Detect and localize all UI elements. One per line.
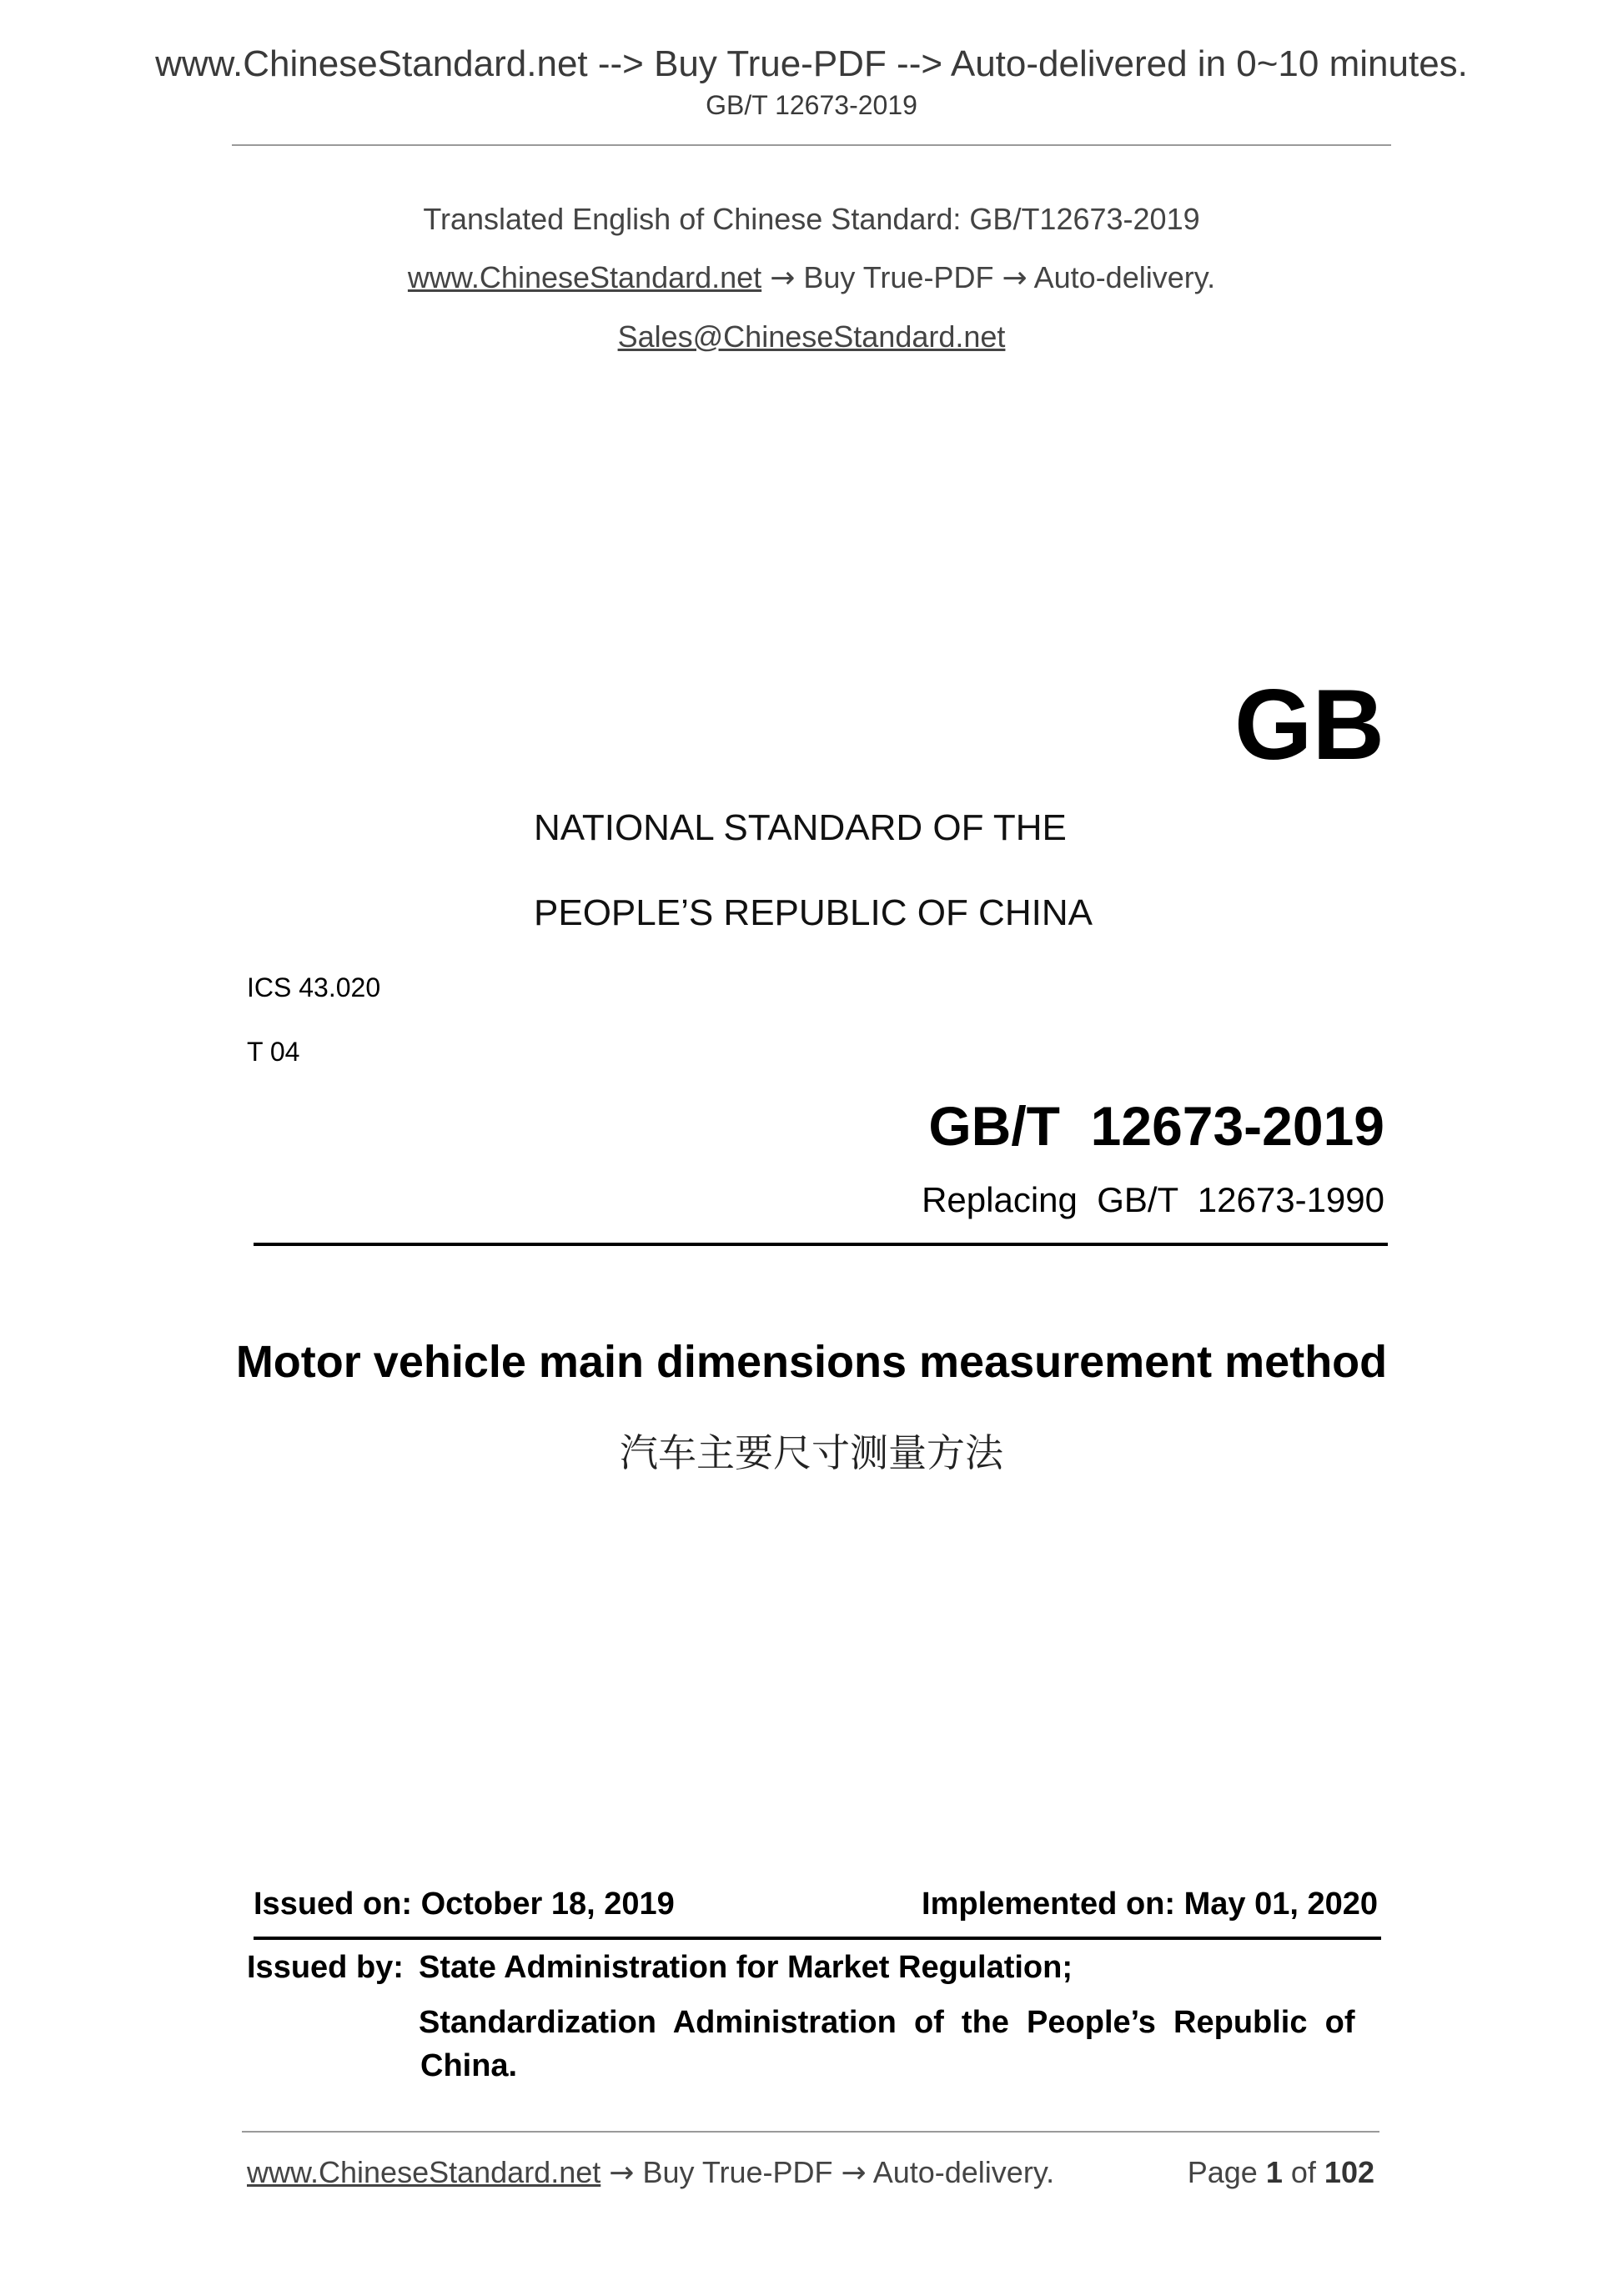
- issued-by-label: Issued by:: [247, 1950, 404, 1985]
- cover-divider: [254, 1243, 1388, 1246]
- national-standard-line2: PEOPLE’S REPUBLIC OF CHINA: [534, 892, 1093, 933]
- footer-buy-text: Buy True-PDF: [642, 2155, 833, 2189]
- document-title-chinese: 汽车主要尺寸测量方法: [620, 1430, 1003, 1475]
- issue-divider: [254, 1937, 1381, 1940]
- translation-note: Translated English of Chinese Standard: GB/T12673-2019: [423, 202, 1200, 236]
- issued-by-authority-2-cont: China.: [420, 2048, 518, 2083]
- auto-delivery-text: Auto-delivery.: [1033, 260, 1216, 294]
- email-row: [0, 319, 1623, 354]
- footer-divider: [242, 2131, 1379, 2133]
- site-link[interactable]: www.ChineseStandard.net: [407, 260, 762, 294]
- ccs-code: T 04: [247, 1037, 300, 1067]
- national-standard-line1: NATIONAL STANDARD OF THE: [534, 807, 1067, 848]
- document-title: Motor vehicle main dimensions measurement method: [235, 1337, 1388, 1387]
- buy-text: Buy True-PDF: [803, 260, 994, 294]
- header-divider: [232, 144, 1391, 146]
- header-banner: www.ChineseStandard.net --> Buy True-PDF --> Auto-delivered in 0~10 minutes.: [155, 43, 1468, 84]
- footer-site-link[interactable]: www.ChineseStandard.net: [247, 2155, 601, 2189]
- arrow-right-icon: →: [609, 2156, 635, 2190]
- ics-code: ICS 43.020: [247, 972, 381, 1002]
- page-label: Page: [1187, 2155, 1258, 2189]
- issued-by-authority-2: Standardization Administration of the People’s Republic of: [419, 2005, 1355, 2040]
- arrow-right-icon: →: [841, 2156, 867, 2190]
- gb-mark: GB: [1234, 669, 1384, 781]
- standard-number: GB/T 12673-2019: [928, 1095, 1384, 1157]
- header-standard-number: GB/T 12673-2019: [706, 90, 917, 120]
- footer-links: [247, 2155, 1054, 2190]
- page-total: 102: [1324, 2155, 1374, 2189]
- page-indicator: [1188, 2155, 1374, 2190]
- arrow-right-icon: →: [770, 261, 796, 295]
- implemented-on: Implemented on: May 01, 2020: [922, 1887, 1378, 1922]
- page-of-label: of: [1290, 2155, 1316, 2189]
- issued-on: Issued on: October 18, 2019: [254, 1887, 675, 1922]
- page-number: 1: [1265, 2155, 1283, 2189]
- sales-email-link[interactable]: Sales@ChineseStandard.net: [617, 319, 1006, 354]
- issued-by-authority-1: State Administration for Market Regulation;: [419, 1950, 1073, 1985]
- arrow-right-icon: →: [1002, 261, 1028, 295]
- translation-links: [0, 260, 1623, 295]
- footer-auto-delivery-text: Auto-delivery.: [872, 2155, 1055, 2189]
- replacing-note: Replacing GB/T 12673-1990: [922, 1180, 1384, 1219]
